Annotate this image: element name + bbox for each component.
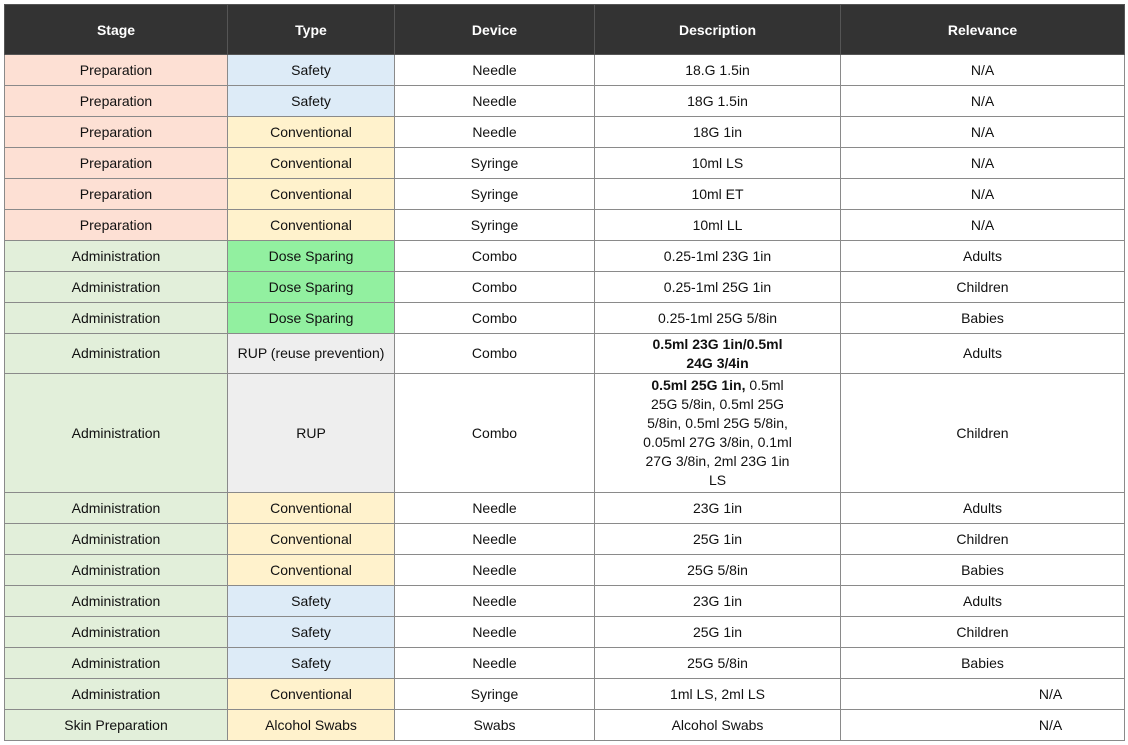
table-row: [5, 303, 1125, 334]
relevance-cell: Adults: [841, 493, 1125, 524]
type-cell: Safety: [228, 55, 395, 86]
stage-cell: Preparation: [5, 117, 228, 148]
stage-cell: Administration: [5, 555, 228, 586]
type-cell: Dose Sparing: [228, 241, 395, 272]
description-cell: 25G 1in: [595, 524, 841, 555]
table-row: [5, 493, 1125, 524]
description-cell: 18G 1.5in: [595, 86, 841, 117]
description-bold-text: 0.5ml 23G 1in/0.5ml 24G 3/4in: [652, 335, 783, 371]
device-cell: Needle: [395, 617, 595, 648]
relevance-cell: Children: [841, 524, 1125, 555]
header-description: Description: [595, 5, 841, 55]
type-cell: Conventional: [228, 210, 395, 241]
stage-cell: Skin Preparation: [5, 710, 228, 741]
table-row: [5, 710, 1125, 741]
stage-cell: Preparation: [5, 210, 228, 241]
table-row: [5, 55, 1125, 86]
description-cell: 10ml LS: [595, 148, 841, 179]
description-cell: [595, 374, 841, 493]
relevance-cell: Adults: [841, 241, 1125, 272]
description-cell: 0.25-1ml 23G 1in: [595, 241, 841, 272]
table-row: [5, 241, 1125, 272]
description-cell: 0.25-1ml 25G 1in: [595, 272, 841, 303]
relevance-cell: N/A: [841, 86, 1125, 117]
relevance-cell: Babies: [841, 648, 1125, 679]
type-cell: Safety: [228, 586, 395, 617]
description-cell: 23G 1in: [595, 586, 841, 617]
type-cell: Safety: [228, 86, 395, 117]
stage-cell: Administration: [5, 334, 228, 374]
table-row: [5, 272, 1125, 303]
description-cell: [595, 334, 841, 374]
description-cell: 18.G 1.5in: [595, 55, 841, 86]
description-cell: 25G 1in: [595, 617, 841, 648]
table-row: [5, 524, 1125, 555]
device-cell: Swabs: [395, 710, 595, 741]
relevance-cell: Babies: [841, 303, 1125, 334]
device-cell: Syringe: [395, 679, 595, 710]
relevance-cell: N/A: [841, 55, 1125, 86]
relevance-cell: Babies: [841, 555, 1125, 586]
stage-cell: Administration: [5, 374, 228, 493]
device-cell: Combo: [395, 334, 595, 374]
header-type: Type: [228, 5, 395, 55]
relevance-cell: Children: [841, 272, 1125, 303]
type-cell: Safety: [228, 648, 395, 679]
type-cell: Alcohol Swabs: [228, 710, 395, 741]
relevance-cell: Children: [841, 374, 1125, 493]
device-cell: Syringe: [395, 179, 595, 210]
device-cell: Syringe: [395, 148, 595, 179]
table-row: [5, 117, 1125, 148]
stage-cell: Administration: [5, 648, 228, 679]
table-row: [5, 374, 1125, 493]
device-cell: Needle: [395, 524, 595, 555]
relevance-cell: N/A: [841, 148, 1125, 179]
table-row: [5, 586, 1125, 617]
table-row: [5, 334, 1125, 374]
relevance-cell: N/A: [841, 179, 1125, 210]
table-row: [5, 648, 1125, 679]
type-cell: Conventional: [228, 679, 395, 710]
description-cell: 10ml LL: [595, 210, 841, 241]
header-relevance: Relevance: [841, 5, 1125, 55]
table-row: [5, 617, 1125, 648]
type-cell: RUP (reuse prevention): [228, 334, 395, 374]
device-cell: Needle: [395, 555, 595, 586]
type-cell: Conventional: [228, 148, 395, 179]
table-container: [4, 4, 1125, 741]
type-cell: RUP: [228, 374, 395, 493]
relevance-cell: Children: [841, 617, 1125, 648]
device-cell: Needle: [395, 648, 595, 679]
header-row: [5, 5, 1125, 55]
device-cell: Syringe: [395, 210, 595, 241]
description-cell: Alcohol Swabs: [595, 710, 841, 741]
table-row: [5, 555, 1125, 586]
type-cell: Conventional: [228, 524, 395, 555]
type-cell: Conventional: [228, 179, 395, 210]
relevance-cell: Adults: [841, 334, 1125, 374]
table-row: [5, 679, 1125, 710]
stage-cell: Preparation: [5, 148, 228, 179]
description-cell: 25G 5/8in: [595, 555, 841, 586]
device-cell: Needle: [395, 117, 595, 148]
stage-cell: Preparation: [5, 55, 228, 86]
device-cell: Needle: [395, 586, 595, 617]
description-cell: 25G 5/8in: [595, 648, 841, 679]
stage-cell: Preparation: [5, 179, 228, 210]
description-cell: 10ml ET: [595, 179, 841, 210]
description-cell: 1ml LS, 2ml LS: [595, 679, 841, 710]
header-stage: Stage: [5, 5, 228, 55]
stage-cell: Administration: [5, 241, 228, 272]
header-device: Device: [395, 5, 595, 55]
table-row: [5, 148, 1125, 179]
type-cell: Dose Sparing: [228, 303, 395, 334]
device-cell: Needle: [395, 493, 595, 524]
type-cell: Dose Sparing: [228, 272, 395, 303]
type-cell: Conventional: [228, 117, 395, 148]
stage-cell: Administration: [5, 679, 228, 710]
type-cell: Conventional: [228, 493, 395, 524]
device-table: [4, 4, 1125, 741]
device-cell: Combo: [395, 272, 595, 303]
table-row: [5, 210, 1125, 241]
relevance-cell: N/A: [841, 210, 1125, 241]
type-cell: Safety: [228, 617, 395, 648]
stage-cell: Preparation: [5, 86, 228, 117]
description-text: 0.5ml 25G 5/8in, 0.5ml 25G 5/8in, 0.5ml 25G 5/8in, 0.05ml 27G 3/8in, 0.1ml 27G 3/8in, 2ml 23G 1in LS: [643, 377, 792, 488]
relevance-cell: N/A: [841, 679, 1125, 710]
description-cell: 18G 1in: [595, 117, 841, 148]
stage-cell: Administration: [5, 524, 228, 555]
description-bold-text: 0.5ml 25G 1in,: [651, 377, 746, 393]
device-cell: Combo: [395, 303, 595, 334]
table-row: [5, 86, 1125, 117]
device-cell: Needle: [395, 55, 595, 86]
device-cell: Needle: [395, 86, 595, 117]
type-cell: Conventional: [228, 555, 395, 586]
description-cell: 0.25-1ml 25G 5/8in: [595, 303, 841, 334]
stage-cell: Administration: [5, 586, 228, 617]
device-cell: Combo: [395, 241, 595, 272]
table-body: [5, 55, 1125, 741]
stage-cell: Administration: [5, 617, 228, 648]
stage-cell: Administration: [5, 493, 228, 524]
description-cell: 23G 1in: [595, 493, 841, 524]
relevance-cell: N/A: [841, 710, 1125, 741]
stage-cell: Administration: [5, 272, 228, 303]
stage-cell: Administration: [5, 303, 228, 334]
device-cell: Combo: [395, 374, 595, 493]
relevance-cell: N/A: [841, 117, 1125, 148]
relevance-cell: Adults: [841, 586, 1125, 617]
table-row: [5, 179, 1125, 210]
